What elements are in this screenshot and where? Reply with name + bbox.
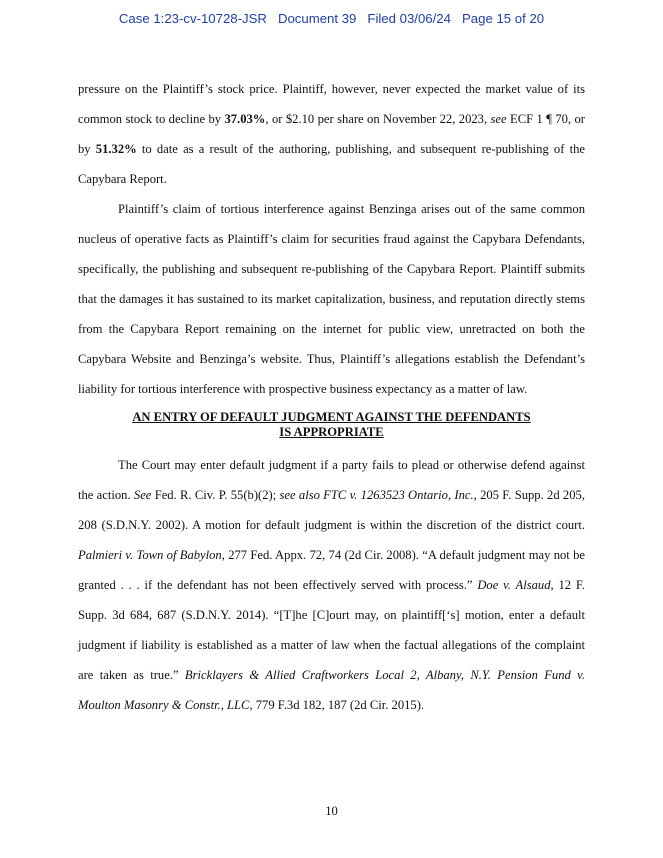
decline-percent-2: 51.32% bbox=[95, 142, 137, 156]
page-number: 10 bbox=[325, 804, 338, 818]
paragraph-tortious-interference: Plaintiff’s claim of tortious interference against Benzinga arises out of the same common nucleus of operative facts as Plaintiff’s claim for securities fraud against the Capybara Defendants, specifically, the publishing and subsequent re-publishing of the Capybara Report. Plaintiff submits that the damages it has sustained to its market capitalization, business, and reputation directly stems from the Capybara Report remaining on the internet for public view, unretracted on both the Capybara Website and Benzinga’s website. Thus, Plaintiff’s allegations establish the Defendant’s liability for tortious interference with prospective business expectancy as a matter of law. bbox=[78, 202, 585, 396]
section-heading-line-2: IS APPROPRIATE bbox=[279, 425, 384, 439]
see-signal: See bbox=[133, 488, 152, 502]
decline-percent-1: 37.03% bbox=[224, 112, 266, 126]
section-heading-line-1: AN ENTRY OF DEFAULT JUDGMENT AGAINST THE DEFENDANTS bbox=[132, 410, 531, 424]
page-indicator: Page 15 of 20 bbox=[461, 11, 545, 26]
citation-bricklayers: Bricklayers & Allied Craftworkers Local 2, Albany, N.Y. Pension Fund v. Moulton Masonry & Constr., LLC bbox=[78, 668, 585, 712]
citation-doe: Doe v. Alsaud bbox=[477, 578, 551, 592]
filed-date: Filed 03/06/24 bbox=[367, 11, 451, 26]
paragraph-default-judgment: The Court may enter default judgment if a party fails to plead or otherwise defend against the action. See Fed. R. Civ. P. 55(b)(2); see also FTC v. 1263523 Ontario, Inc., 205 F. Supp. 2d 205, 208 (S.D.N.Y. 2002). A motion for default judgment is within the discretion of the district court. Palmieri v. Town of Babylon, 277 Fed. Appx. 72, 74 (2d Cir. 2008). “A default judgment may not be granted . . . if the defendant has not been effectively served with process.” Doe v. Alsaud, 12 F. Supp. 3d 684, 687 (S.D.N.Y. 2014). “[T]he [C]ourt may, on plaintiff[‘s] motion, enter a default judgment if liability is established as a matter of law when the factual allegations of the complaint are taken as true.” Bricklayers & Allied Craftworkers Local 2, Albany, N.Y. Pension Fund v. Moulton Masonry & Constr., LLC, 779 F.3d 182, 187 (2d Cir. 2015). bbox=[78, 458, 586, 712]
case-header bbox=[0, 9, 663, 29]
paragraph-stock-decline: pressure on the Plaintiff’s stock price. Plaintiff, however, never expected the market value of its common stock to decline by 37.03%, or $2.10 per share on November 22, 2023, see ECF 1 ¶ 70, or by 51.32% to date as a result of the authoring, publishing, and subsequent re-publishing of the Capybara Report. bbox=[78, 82, 585, 186]
section-heading bbox=[78, 410, 585, 440]
document-number: Document 39 bbox=[277, 11, 357, 26]
body-text bbox=[78, 74, 585, 720]
see-signal: see bbox=[490, 112, 507, 126]
case-number: Case 1:23-cv-10728-JSR bbox=[118, 11, 267, 26]
citation-ftc: see also FTC v. 1263523 Ontario, Inc. bbox=[279, 488, 474, 502]
citation-palmieri: Palmieri v. Town of Babylon bbox=[78, 548, 222, 562]
